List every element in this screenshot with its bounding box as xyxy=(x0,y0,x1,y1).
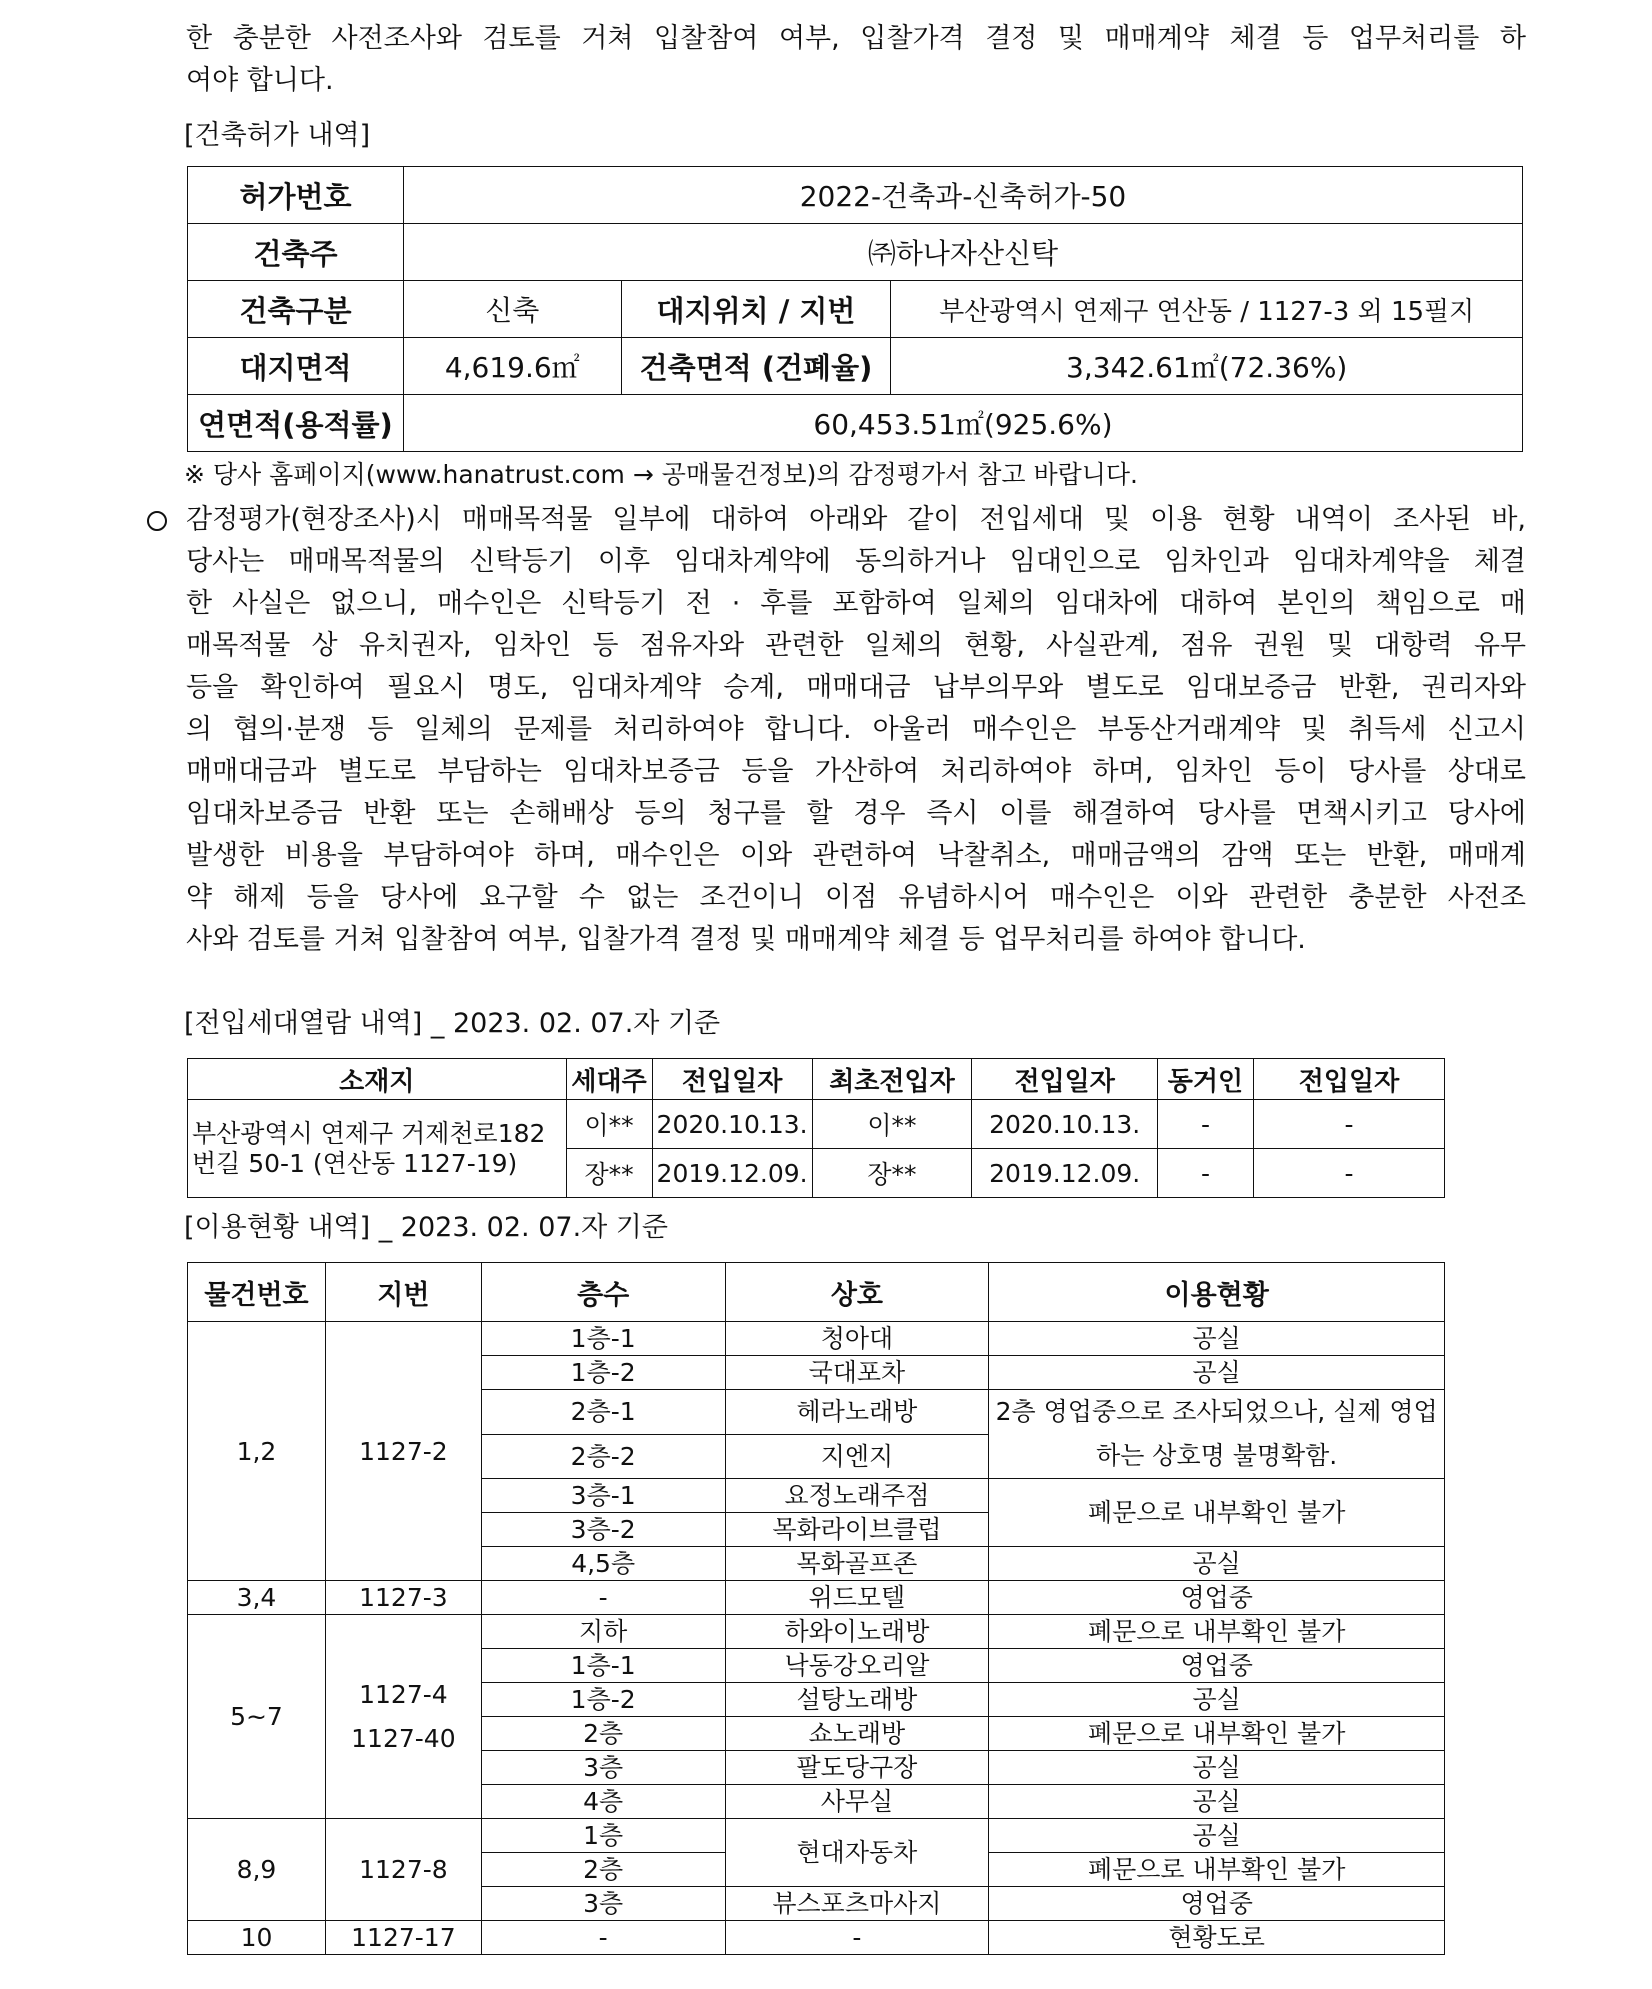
business-cell: - xyxy=(725,1921,989,1955)
table-cell: 장** xyxy=(812,1149,972,1198)
header-business-name: 상호 xyxy=(725,1263,989,1322)
table-row xyxy=(188,1322,1445,1356)
table-cell: - xyxy=(1158,1149,1254,1198)
table-header-row xyxy=(188,1263,1445,1322)
business-cell: 청아대 xyxy=(725,1322,989,1356)
resident-location: 부산광역시 연제구 거제천로182번길 50-1 (연산동 1127-19) xyxy=(188,1100,567,1198)
lot-no-cell: 1127-2 xyxy=(325,1322,481,1581)
table-cell: 2019.12.09. xyxy=(652,1149,812,1198)
status-cell: 공실 xyxy=(989,1785,1445,1819)
building-area-label: 건축면적 (건폐율) xyxy=(621,338,891,395)
table-cell: 이** xyxy=(566,1100,652,1149)
business-cell: 쇼노래방 xyxy=(725,1717,989,1751)
lot-no-line: 1127-4 xyxy=(359,1679,448,1709)
owner-value: ㈜하나자산신탁 xyxy=(403,224,1522,281)
business-cell: 목화골프존 xyxy=(725,1547,989,1581)
header-householder: 세대주 xyxy=(566,1059,652,1100)
floor-cell: 3층 xyxy=(481,1887,725,1921)
site-location-label: 대지위치 / 지번 xyxy=(621,281,891,338)
paragraph-line: 약 해제 등을 당사에 요구할 수 없는 조건이니 이점 유념하시어 매수인은 이와 관련한 충분한 사전조 xyxy=(186,882,1526,913)
owner-label: 건축주 xyxy=(188,224,404,281)
building-area-value: 3,342.61㎡(72.36%) xyxy=(891,338,1523,395)
appraisal-note: ※ 당사 홈페이지(www.hanatrust.com → 공매물건정보)의 감정평가서 참고 바랍니다. xyxy=(184,460,1138,489)
lot-no-line: 1127-40 xyxy=(351,1723,456,1753)
intro-paragraph xyxy=(186,18,1526,102)
status-cell: 영업중 xyxy=(989,1649,1445,1683)
table-header-row xyxy=(188,1059,1445,1100)
table-row xyxy=(188,224,1523,281)
permit-no-label: 허가번호 xyxy=(188,167,404,224)
total-area-label: 연면적(용적률) xyxy=(188,395,404,452)
type-label: 건축구분 xyxy=(188,281,404,338)
floor-cell: 3층-1 xyxy=(481,1479,725,1513)
business-cell: 목화라이브클럽 xyxy=(725,1513,989,1547)
header-location: 소재지 xyxy=(188,1059,567,1100)
status-cell: 2층 영업중으로 조사되었으나, 실제 영업하는 상호명 불명확함. xyxy=(989,1390,1445,1479)
table-cell: 장** xyxy=(566,1149,652,1198)
header-move-in-date: 전입일자 xyxy=(972,1059,1158,1100)
business-cell: 현대자동차 xyxy=(725,1819,989,1887)
status-cell: 공실 xyxy=(989,1819,1445,1853)
lot-no-cell: 1127-8 xyxy=(325,1819,481,1921)
table-cell: - xyxy=(1253,1100,1444,1149)
header-move-in-date: 전입일자 xyxy=(652,1059,812,1100)
table-row xyxy=(188,1819,1445,1853)
status-cell: 공실 xyxy=(989,1751,1445,1785)
business-cell: 뷰스포츠마사지 xyxy=(725,1887,989,1921)
paragraph-line: 의 협의·분쟁 등 일체의 문제를 처리하여야 합니다. 아울러 매수인은 부동산거래계약 및 취득세 신고시 xyxy=(186,714,1526,745)
table-cell: - xyxy=(1158,1100,1254,1149)
status-cell: 공실 xyxy=(989,1322,1445,1356)
floor-cell: 2층-1 xyxy=(481,1390,725,1435)
business-cell: 사무실 xyxy=(725,1785,989,1819)
table-row xyxy=(188,1921,1445,1955)
floor-cell: 2층 xyxy=(481,1717,725,1751)
floor-cell: 3층-2 xyxy=(481,1513,725,1547)
floor-cell: 2층 xyxy=(481,1853,725,1887)
table-row xyxy=(188,338,1523,395)
table-cell: 이** xyxy=(812,1100,972,1149)
business-cell: 하와이노래방 xyxy=(725,1615,989,1649)
site-area-value: 4,619.6㎡ xyxy=(403,338,621,395)
item-no-cell: 3,4 xyxy=(188,1581,326,1615)
header-first-resident: 최초전입자 xyxy=(812,1059,972,1100)
status-cell: 공실 xyxy=(989,1683,1445,1717)
paragraph-line: 임대차보증금 반환 또는 손해배상 등의 청구를 할 경우 즉시 이를 해결하여 당사를 면책시키고 당사에 xyxy=(186,798,1526,829)
status-cell: 폐문으로 내부확인 불가 xyxy=(989,1479,1445,1547)
permit-heading: [건축허가 내역] xyxy=(184,120,371,151)
header-lot-no: 지번 xyxy=(325,1263,481,1322)
floor-cell: 지하 xyxy=(481,1615,725,1649)
table-row xyxy=(188,395,1523,452)
type-value: 신축 xyxy=(403,281,621,338)
permit-table xyxy=(187,166,1523,452)
status-cell: 현황도로 xyxy=(989,1921,1445,1955)
usage-heading: [이용현황 내역] _ 2023. 02. 07.자 기준 xyxy=(184,1212,668,1243)
resident-heading: [전입세대열람 내역] _ 2023. 02. 07.자 기준 xyxy=(184,1008,721,1039)
bullet-circle-icon xyxy=(147,511,167,531)
item-no-cell: 5~7 xyxy=(188,1615,326,1819)
paragraph-line: 매매대금과 별도로 부담하는 임대차보증금 등을 가산하여 처리하여야 하며, 임차인 등이 당사를 상대로 xyxy=(186,756,1526,787)
floor-cell: 1층 xyxy=(481,1819,725,1853)
floor-cell: 3층 xyxy=(481,1751,725,1785)
header-usage-status: 이용현황 xyxy=(989,1263,1445,1322)
item-no-cell: 1,2 xyxy=(188,1322,326,1581)
floor-cell: 4층 xyxy=(481,1785,725,1819)
main-paragraph xyxy=(186,499,1526,961)
header-floor: 층수 xyxy=(481,1263,725,1322)
item-no-cell: 10 xyxy=(188,1921,326,1955)
business-cell: 헤라노래방 xyxy=(725,1390,989,1435)
business-cell: 국대포차 xyxy=(725,1356,989,1390)
site-location-value: 부산광역시 연제구 연산동 / 1127-3 외 15필지 xyxy=(891,281,1523,338)
table-row xyxy=(188,1581,1445,1615)
floor-cell: 1층-2 xyxy=(481,1356,725,1390)
table-row xyxy=(188,1615,1445,1649)
table-row xyxy=(188,167,1523,224)
lot-no-cell: 1127-3 xyxy=(325,1581,481,1615)
status-cell: 폐문으로 내부확인 불가 xyxy=(989,1853,1445,1887)
usage-table xyxy=(187,1262,1445,1955)
business-cell: 설탕노래방 xyxy=(725,1683,989,1717)
total-area-value: 60,453.51㎡(925.6%) xyxy=(403,395,1522,452)
status-cell: 영업중 xyxy=(989,1887,1445,1921)
paragraph-line: 등을 확인하여 필요시 명도, 임대차계약 승계, 매매대금 납부의무와 별도로 임대보증금 반환, 권리자와 xyxy=(186,672,1526,703)
floor-cell: 2층-2 xyxy=(481,1434,725,1479)
permit-no-value: 2022-건축과-신축허가-50 xyxy=(403,167,1522,224)
business-cell: 요정노래주점 xyxy=(725,1479,989,1513)
paragraph-line: 발생한 비용을 부담하여야 하며, 매수인은 이와 관련하여 낙찰취소, 매매금액의 감액 또는 반환, 매매계 xyxy=(186,840,1526,871)
status-cell: 공실 xyxy=(989,1356,1445,1390)
status-cell: 영업중 xyxy=(989,1581,1445,1615)
paragraph-line: 당사는 매매목적물의 신탁등기 이후 임대차계약에 동의하거나 임대인으로 임차인과 임대차계약을 체결 xyxy=(186,546,1526,577)
table-cell: 2019.12.09. xyxy=(972,1149,1158,1198)
intro-line: 여야 합니다. xyxy=(186,65,334,96)
table-row xyxy=(188,1100,1445,1149)
status-cell: 폐문으로 내부확인 불가 xyxy=(989,1717,1445,1751)
floor-cell: - xyxy=(481,1921,725,1955)
header-cohabitant: 동거인 xyxy=(1158,1059,1254,1100)
paragraph-line: 감정평가(현장조사)시 매매목적물 일부에 대하여 아래와 같이 전입세대 및 이용 현황 내역이 조사된 바, xyxy=(186,504,1526,535)
table-row xyxy=(188,281,1523,338)
header-item-no: 물건번호 xyxy=(188,1263,326,1322)
floor-cell: 1층-1 xyxy=(481,1322,725,1356)
floor-cell: 1층-2 xyxy=(481,1683,725,1717)
intro-line: 한 충분한 사전조사와 검토를 거쳐 입찰참여 여부, 입찰가격 결정 및 매매계약 체결 등 업무처리를 하 xyxy=(186,23,1526,54)
table-cell: - xyxy=(1253,1149,1444,1198)
floor-cell: - xyxy=(481,1581,725,1615)
paragraph-line: 매목적물 상 유치권자, 임차인 등 점유자와 관련한 일체의 현황, 사실관계, 점유 권원 및 대항력 유무 xyxy=(186,630,1526,661)
paragraph-line: 한 사실은 없으니, 매수인은 신탁등기 전 · 후를 포함하여 일체의 임대차에 대하여 본인의 책임으로 매 xyxy=(186,588,1526,619)
status-cell: 공실 xyxy=(989,1547,1445,1581)
floor-cell: 1층-1 xyxy=(481,1649,725,1683)
business-cell: 팔도당구장 xyxy=(725,1751,989,1785)
table-cell: 2020.10.13. xyxy=(652,1100,812,1149)
paragraph-line: 사와 검토를 거쳐 입찰참여 여부, 입찰가격 결정 및 매매계약 체결 등 업무처리를 하여야 합니다. xyxy=(186,924,1306,955)
business-cell: 지엔지 xyxy=(725,1434,989,1479)
table-cell: 2020.10.13. xyxy=(972,1100,1158,1149)
floor-cell: 4,5층 xyxy=(481,1547,725,1581)
item-no-cell: 8,9 xyxy=(188,1819,326,1921)
resident-table xyxy=(187,1058,1445,1198)
status-cell: 폐문으로 내부확인 불가 xyxy=(989,1615,1445,1649)
lot-no-cell: 1127-17 xyxy=(325,1921,481,1955)
business-cell: 위드모텔 xyxy=(725,1581,989,1615)
site-area-label: 대지면적 xyxy=(188,338,404,395)
header-move-in-date: 전입일자 xyxy=(1253,1059,1444,1100)
lot-no-cell xyxy=(325,1615,481,1819)
business-cell: 낙동강오리알 xyxy=(725,1649,989,1683)
